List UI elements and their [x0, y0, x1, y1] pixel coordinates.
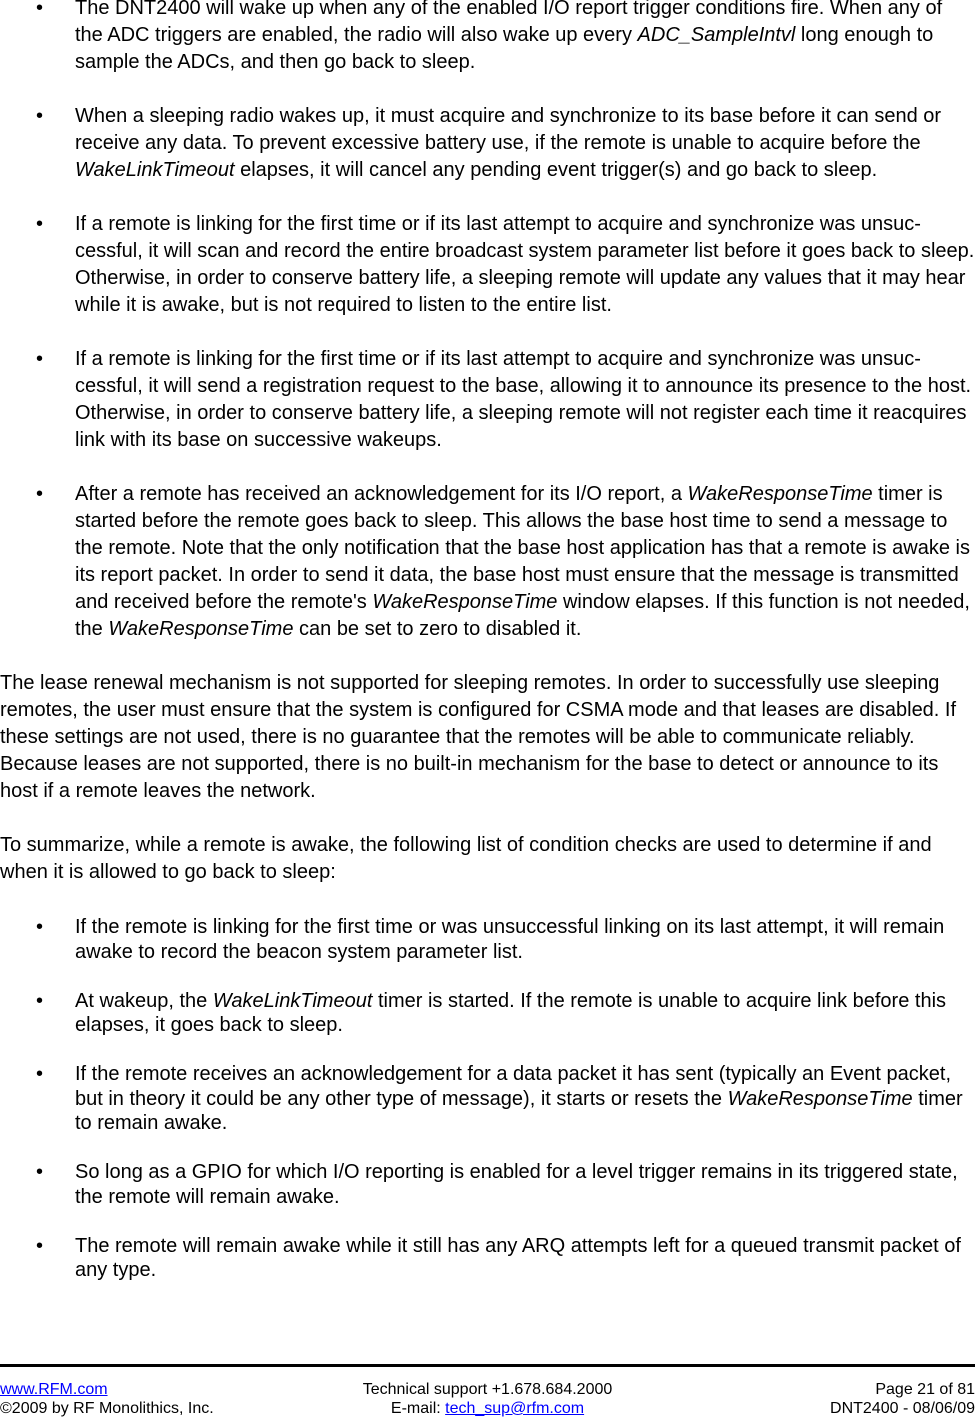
wake-behavior-list [0, 0, 975, 643]
bullet-icon: • [36, 213, 44, 235]
list-item [0, 103, 975, 184]
parameter-name: WakeResponseTime [372, 591, 558, 613]
list-item [0, 915, 975, 964]
bullet-icon: • [36, 916, 44, 938]
bullet-icon: • [36, 1063, 44, 1085]
footer-left [0, 1380, 214, 1418]
list-item [0, 1234, 975, 1283]
parameter-name: ADC_SampleIntvl [637, 24, 796, 46]
list-item [0, 211, 975, 319]
item-text: If the remote is linking for the first time or was unsuccessful linking on its last attempt, it will remain awake to record the beacon system parameter list. [75, 916, 945, 963]
item-text: timer is started. If the remote is unable to acquire link before this elapses, it goes back to sleep. [75, 989, 947, 1036]
item-text: window elapses. If this function is not needed, the [75, 591, 970, 640]
item-text: can be set to zero to disabled it. [293, 618, 582, 640]
bullet-icon: • [36, 1161, 44, 1183]
item-text: long enough to sample the ADCs, and then go back to sleep. [75, 24, 934, 73]
page-number: Page 21 of 81 [875, 1381, 975, 1398]
copyright: ©2009 by RF Monolithics, Inc. [0, 1400, 214, 1417]
item-text: If a remote is linking for the first time or if its last attempt to acquire and synchronize was unsuccessful, it will send a registration request to the base, allowing it to announce its presence to the host. Otherwise, in order to conserve battery life, a sleeping remote will not register each time it reacquires link with its base on successive wakeups. [75, 348, 972, 451]
parameter-name: WakeLinkTimeout [75, 159, 235, 181]
item-text: So long as a GPIO for which I/O reporting is enabled for a level trigger remains in its triggered state, the remote will remain awake. [75, 1161, 958, 1208]
footer-rule [0, 1364, 975, 1367]
item-text: At wakeup, the [75, 989, 213, 1012]
parameter-name: WakeLinkTimeout [212, 989, 373, 1012]
item-text: elapses, it will cancel any pending event trigger(s) and go back to sleep. [234, 159, 878, 181]
bullet-icon: • [36, 105, 44, 127]
summary-paragraph: To summarize, while a remote is awake, the following list of condition checks are used to determine if and when it is allowed to go back to sleep: [0, 834, 932, 883]
bullet-icon: • [36, 1234, 44, 1257]
list-item [0, 481, 975, 643]
item-text: If the remote receives an acknowledgement for a data packet it has sent (typically an Event packet, but in theory it could be any other type of message), it starts or resets the [75, 1063, 952, 1110]
support-phone: Technical support +1.678.684.2000 [362, 1381, 613, 1398]
bullet-icon: • [36, 348, 44, 370]
item-text: After a remote has received an acknowledgement for its I/O report, a [75, 483, 688, 505]
email-label: E-mail: [390, 1400, 446, 1417]
parameter-name: WakeResponseTime [727, 1087, 913, 1110]
bullet-icon: • [36, 483, 44, 505]
item-text: timer is started before the remote goes back to sleep. This allows the base host time to send a message to the remote. Note that the only notification that the base host application has that a remote is awake is its report packet. In order to send it data, the base host must ensure that the message is transmitted and received before the remote's [75, 483, 970, 613]
item-text: If a remote is linking for the first time or if its last attempt to acquire and synchronize was unsuccessful, it will scan and record the entire broadcast system parameter list before it goes back to sleep. Otherwise, in order to conserve battery life, a sleeping remote will update any values that it may hear while it is awake, but is not required to listen to the entire list. [75, 213, 975, 316]
item-text: timer to remain awake. [75, 1087, 963, 1134]
lease-paragraph: The lease renewal mechanism is not supported for sleeping remotes. In order to successfully use sleeping remotes, the user must ensure that the system is configured for CSMA mode and that leases are disabled. If these settings are not used, there is no guarantee that the remotes will be able to communicate reliably. Because leases are not supported, there is no built-in mechanism for the base to detect or announce to its host if a remote leaves the network. [0, 672, 957, 802]
doc-id: DNT2400 - 08/06/09 [830, 1400, 975, 1417]
list-item [0, 1062, 975, 1136]
parameter-name: WakeResponseTime [687, 483, 873, 505]
email-link[interactable]: tech_sup@rfm.com [445, 1400, 585, 1417]
footer-right [830, 1380, 975, 1418]
item-text: When a sleeping radio wakes up, it must acquire and synchronize to its base before it can send or receive any data. To prevent excessive battery use, if the remote is unable to acquire before the [75, 105, 942, 154]
bullet-icon: • [36, 989, 44, 1012]
bullet-icon: • [36, 0, 44, 19]
list-item [0, 346, 975, 454]
list-item [0, 1160, 975, 1209]
website-link[interactable]: www.RFM.com [0, 1381, 108, 1398]
list-item [0, 989, 975, 1038]
item-text: The DNT2400 will wake up when any of the enabled I/O report trigger conditions fire. When any of the ADC triggers are enabled, the radio will also wake up every [75, 0, 943, 46]
condition-checks-list [0, 915, 975, 1283]
item-text: The remote will remain awake while it still has any ARQ attempts left for a queued transmit packet of any type. [75, 1234, 961, 1281]
list-item [0, 0, 975, 76]
parameter-name: WakeResponseTime [108, 618, 294, 640]
